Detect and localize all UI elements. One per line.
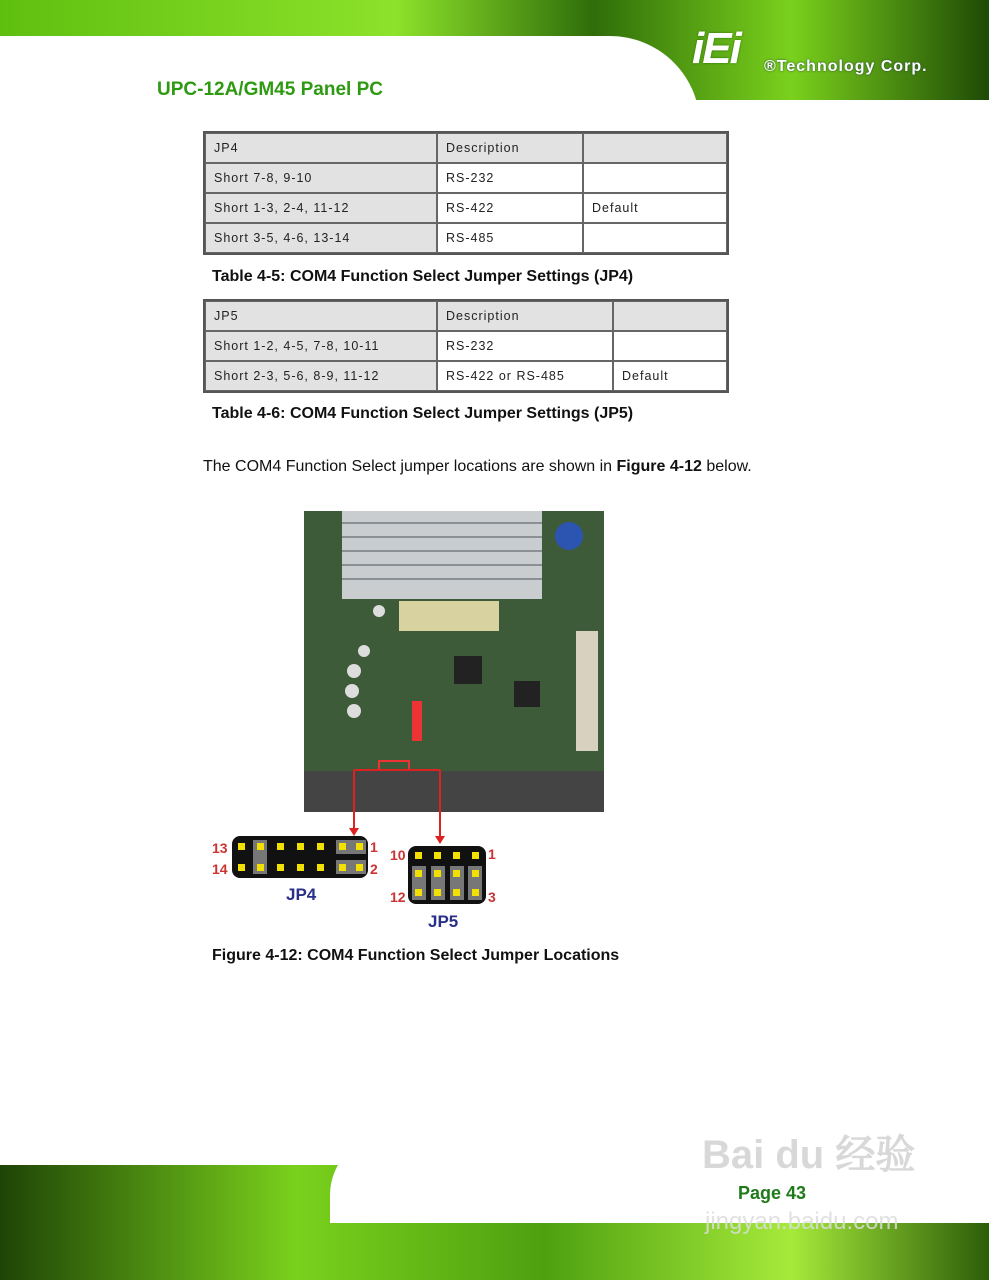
pin-label: 1 (488, 846, 496, 862)
table-row (205, 223, 727, 253)
logo-mark: iEi (692, 24, 740, 73)
text: The COM4 Function Select jumper locations are shown in (203, 458, 617, 475)
table-cell: JP4 (205, 133, 437, 163)
table-cell: Default (613, 361, 727, 391)
figure-caption: Figure 4-12: COM4 Function Select Jumper Locations (212, 947, 620, 964)
text: below. (701, 458, 752, 475)
page-number: Page 43 (738, 1183, 807, 1203)
table-cell: Short 3-5, 4-6, 13-14 (205, 223, 437, 253)
table-cell (613, 301, 727, 331)
jp4-table (203, 131, 729, 255)
table-cell: Short 2-3, 5-6, 8-9, 11-12 (205, 361, 437, 391)
baidu-watermark: Bai du 经验 (702, 1133, 916, 1177)
table-cell (583, 163, 727, 193)
pin-label: 2 (370, 861, 378, 877)
table-cell: Description (437, 133, 583, 163)
table-cell (583, 133, 727, 163)
jp4-label: JP4 (286, 885, 317, 904)
figure-reference: Figure 4-12 (616, 458, 702, 475)
jp5-table (203, 299, 729, 393)
table-cell: Default (583, 193, 727, 223)
table-cell: RS-485 (437, 223, 583, 253)
table-cell: Description (437, 301, 613, 331)
pin-label: 1 (370, 839, 378, 855)
table-row (205, 361, 727, 391)
table-cell: Short 1-2, 4-5, 7-8, 10-11 (205, 331, 437, 361)
body-paragraph (203, 458, 752, 476)
table-cell (613, 331, 727, 361)
table-cell (583, 223, 727, 253)
jumper-diagram (200, 760, 520, 940)
table-header-row (205, 301, 727, 331)
company-logo (692, 24, 952, 80)
table-header-row (205, 133, 727, 163)
pin-label: 14 (212, 861, 228, 877)
logo-text: ®Technology Corp. (764, 58, 928, 75)
table-cell: RS-232 (437, 163, 583, 193)
watermark-url: jingyan.baidu.com (705, 1208, 899, 1235)
pin-label: 13 (212, 840, 228, 856)
table-cell: RS-422 (437, 193, 583, 223)
pin-label: 3 (488, 889, 496, 905)
document-title: UPC-12A/GM45 Panel PC (157, 79, 383, 100)
jp4-jumper (232, 836, 368, 878)
jp5-label: JP5 (428, 912, 459, 931)
table-cell: RS-422 or RS-485 (437, 361, 613, 391)
table-cell: Short 1-3, 2-4, 11-12 (205, 193, 437, 223)
table-cell: RS-232 (437, 331, 613, 361)
pin-label: 10 (390, 847, 406, 863)
table-caption: Table 4-5: COM4 Function Select Jumper Settings (JP4) (212, 268, 634, 285)
table-cell: Short 7-8, 9-10 (205, 163, 437, 193)
table-caption: Table 4-6: COM4 Function Select Jumper Settings (JP5) (212, 405, 634, 422)
table-row (205, 193, 727, 223)
table-row (205, 331, 727, 361)
table-row (205, 163, 727, 193)
pin-label: 12 (390, 889, 406, 905)
jp5-jumper (408, 846, 486, 904)
table-cell: JP5 (205, 301, 437, 331)
